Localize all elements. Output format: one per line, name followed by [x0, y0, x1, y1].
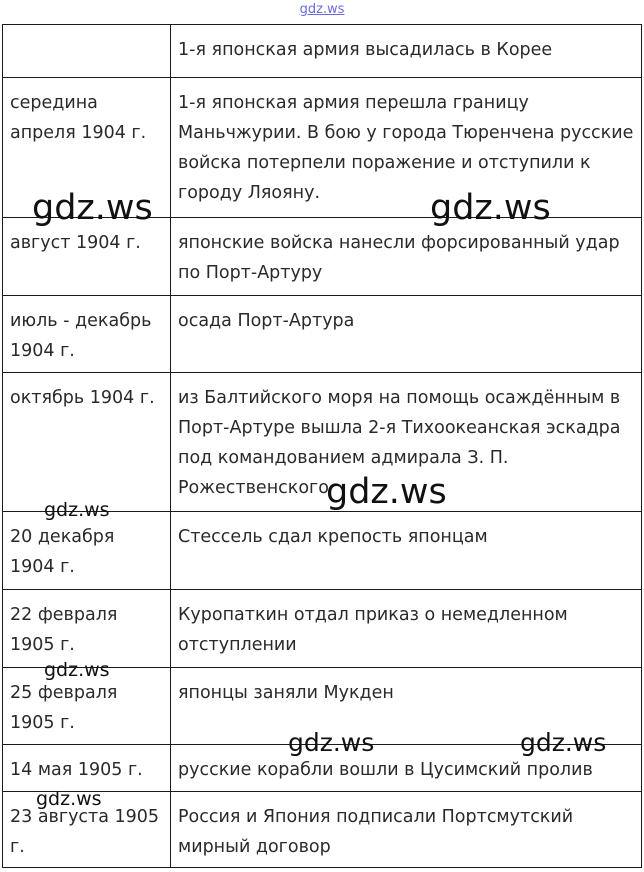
event-cell: Россия и Япония подписали Портсмутский мирный договор [171, 792, 642, 868]
watermark: gdz.ws [520, 728, 607, 757]
event-cell: Стессель сдал крепость японцам [171, 512, 642, 590]
date-cell: 22 февраля 1905 г. [3, 590, 171, 668]
date-cell: июль - декабрь 1904 г. [3, 296, 171, 373]
date-cell: 23 августа 1905 г. [3, 792, 171, 868]
table-row [3, 590, 642, 668]
date-cell: 20 декабря 1904 г. [3, 512, 171, 590]
table-row [3, 512, 642, 590]
event-cell: 1-я японская армия высадилась в Корее [171, 25, 642, 78]
watermark: gdz.ws [32, 188, 153, 228]
date-cell: август 1904 г. [3, 218, 171, 296]
watermark: gdz.ws [44, 659, 110, 681]
event-cell: Куропаткин отдал приказ о немедленном отступлении [171, 590, 642, 668]
event-cell: японцы заняли Мукден [171, 668, 642, 745]
date-cell: 25 февраля 1905 г. [3, 668, 171, 745]
table-row [3, 373, 642, 512]
date-cell: октябрь 1904 г. [3, 373, 171, 512]
watermark: gdz.ws [288, 728, 375, 757]
event-cell: осада Порт-Артура [171, 296, 642, 373]
table-row [3, 296, 642, 373]
watermark: gdz.ws [326, 472, 447, 512]
event-cell: из Балтийского моря на помощь осаждённым в Порт-Артуре вышла 2-я Тихоокеанская эскадра под командованием адмирала З. П. Рожественского [171, 373, 642, 512]
table-row [3, 792, 642, 868]
date-cell: середина апреля 1904 г. [3, 78, 171, 218]
header-watermark-link[interactable]: gdz.ws [299, 2, 345, 17]
table-row [3, 25, 642, 78]
watermark: gdz.ws [36, 788, 102, 810]
watermark: gdz.ws [430, 188, 551, 228]
watermark: gdz.ws [44, 499, 110, 521]
table-row [3, 745, 642, 792]
event-cell: японские войска нанесли форсированный удар по Порт-Артуру [171, 218, 642, 296]
events-table [2, 24, 642, 868]
date-cell [3, 25, 171, 78]
table-row [3, 668, 642, 745]
event-cell: 1-я японская армия перешла границу Маньчжурии. В бою у города Тюренчена русские войска потерпели поражение и отступили к городу Ляояну. [171, 78, 642, 218]
table-row [3, 78, 642, 218]
table-row [3, 218, 642, 296]
event-cell: русские корабли вошли в Цусимский пролив [171, 745, 642, 792]
date-cell: 14 мая 1905 г. [3, 745, 171, 792]
